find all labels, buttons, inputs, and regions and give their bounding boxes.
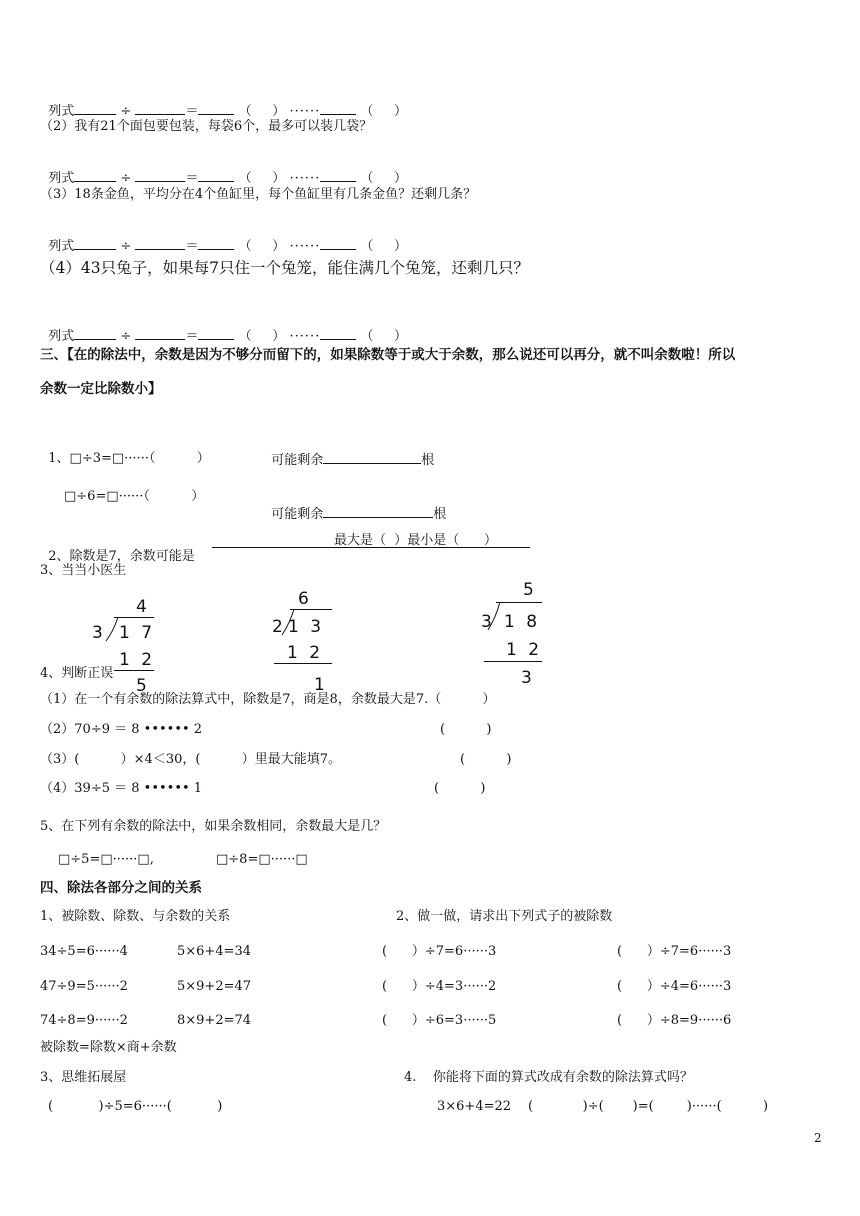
dividend: 1 3 [288, 617, 325, 637]
product: 1 2 [287, 643, 324, 663]
equation-5b: □÷8=□······□ [216, 852, 308, 867]
convert-answer: ( )÷( )=( )······( ) [528, 1099, 769, 1114]
formula-line-4: 列式 ÷ ＝ （ ） ······ （ ） [48, 329, 408, 344]
question-4: （4）43只兔子，如果每7只住一个兔笼，能住满几个兔笼，还剩几只？ [40, 259, 529, 277]
division-bar [496, 602, 542, 603]
quotient: 6 [298, 589, 312, 609]
remainder-question-5: 5、在下列有余数的除法中，如果余数相同，余数最大是几？ [40, 819, 387, 834]
division-bracket [104, 616, 120, 642]
division-equation: 74÷8=9······2 [40, 1013, 128, 1028]
remainder: 1 [314, 675, 328, 695]
check-equation: 5×9+2=47 [177, 979, 252, 994]
exercise-equation: ( ）÷4=6······3 [617, 979, 732, 994]
judge-heading: 4、判断正误 [40, 666, 114, 681]
division-bar [114, 617, 154, 618]
formula-line-3: 列式 ÷ ＝ （ ） ······ （ ） [48, 239, 408, 254]
subtraction-bar [484, 661, 542, 662]
section-3-title-line2: 余数一定比除数小】 [40, 381, 162, 397]
extension-heading: 3、思维拓展屋 [40, 1070, 127, 1085]
equation-5a: □÷5=□······□, [58, 852, 154, 867]
product: 1 2 [506, 640, 543, 660]
relation-rule: 被除数=除数×商+余数 [40, 1040, 177, 1055]
doctor-heading: 3、当当小医生 [40, 563, 127, 578]
remainder: 5 [136, 676, 150, 696]
exercise-equation: ( ）÷7=6······3 [382, 944, 497, 959]
remainder: 3 [521, 668, 535, 688]
check-equation: 8×9+2=74 [177, 1013, 252, 1028]
convert-heading: 4. 你能将下面的算式改成有余数的除法算式吗？ [404, 1070, 693, 1085]
division-equation: 34÷5=6······4 [40, 944, 128, 959]
dividend: 1 8 [504, 612, 541, 632]
exercise-equation: ( ）÷7=6······3 [617, 944, 732, 959]
product: 1 2 [119, 650, 156, 670]
exercise-equation: ( ）÷4=3······2 [382, 979, 497, 994]
question-2: （2）我有21个面包要包装，每袋6个，最多可以装几袋？ [40, 119, 373, 134]
division-equation: 47÷9=5······2 [40, 979, 128, 994]
judge-paren-4: ( ) [434, 781, 486, 796]
remainder-question-2-tail: 最大是（ ）最小是（ ） [334, 533, 498, 548]
divisor: 3 [481, 612, 495, 632]
judge-item-2: （2）70÷9 ＝ 8 •••••• 2 [40, 722, 203, 737]
section-3-title-line1: 三、【在的除法中，余数是因为不够分而留下的，如果除数等于或大于余数，那么说还可以再分，就不叫余数啦！所以 [40, 347, 736, 363]
remainder-answer-1a: 可能剩余 根 [271, 453, 435, 468]
divisor: 2 [272, 617, 286, 637]
relation-heading: 1、被除数、除数、与余数的关系 [40, 909, 231, 924]
exercise-equation: ( ）÷6=3······5 [382, 1013, 497, 1028]
quotient: 5 [523, 580, 537, 600]
extension-equation: ( )÷5=6······( ) [48, 1099, 223, 1114]
judge-paren-2: ( ) [440, 722, 492, 737]
judge-item-4: （4）39÷5 ＝ 8 •••••• 1 [40, 781, 203, 796]
division-bar [290, 609, 332, 610]
quotient: 4 [136, 597, 150, 617]
section-4-title: 四、除法各部分之间的关系 [40, 880, 202, 896]
judge-item-3: （3）( ）×4＜30，( ）里最大能填7。 [40, 752, 342, 767]
judge-item-1: （1）在一个有余数的除法算式中，除数是7，商是8，余数最大是7.（ ） [40, 692, 496, 707]
dividend: 1 7 [119, 623, 156, 643]
formula-line-1: 列式 ÷ ＝ （ ） ······ （ ） [48, 104, 408, 119]
remainder-question-1b: □÷6=□······（ ） [64, 489, 205, 504]
convert-equation: 3×6+4=22 [437, 1099, 512, 1114]
page-number: 2 [814, 1131, 822, 1145]
check-equation: 5×6+4=34 [177, 944, 252, 959]
exercise-equation: ( ）÷8=9······6 [617, 1013, 732, 1028]
remainder-answer-1b: 可能剩余 根 [271, 507, 447, 522]
exercise-heading: 2、做一做，请求出下列式子的被除数 [396, 909, 613, 924]
formula-line-2: 列式 ÷ ＝ （ ） ······ （ ） [48, 171, 408, 186]
remainder-question-1a: 1、□÷3=□······（ ） [48, 451, 210, 466]
question-3: （3）18条金鱼，平均分在4个鱼缸里，每个鱼缸里有几条金鱼？还剩几条？ [40, 187, 477, 202]
subtraction-bar [114, 670, 154, 671]
remainder-question-2: 2、除数是7，余数可能是 [48, 549, 195, 564]
subtraction-bar [274, 663, 332, 664]
divisor: 3 [92, 623, 106, 643]
judge-paren-3: ( ) [460, 752, 512, 767]
